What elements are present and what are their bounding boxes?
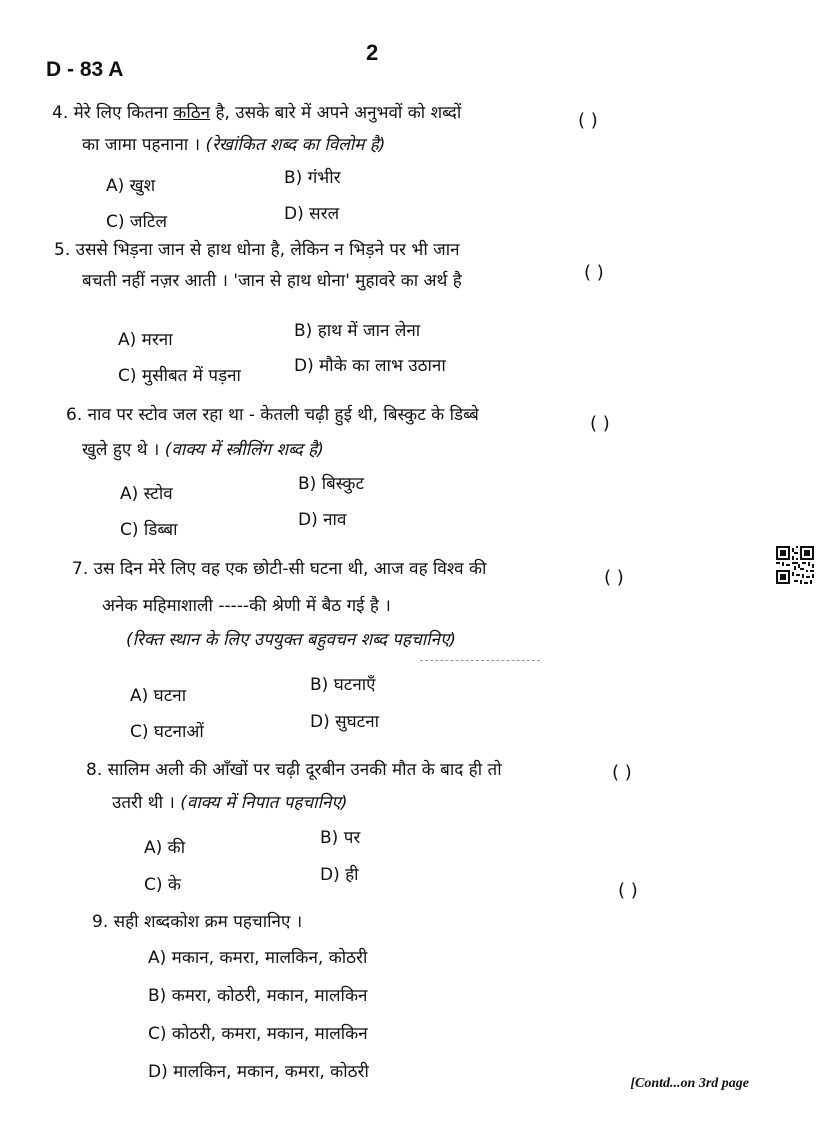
option-4-b: B) गंभीर (284, 168, 341, 188)
option-7-d: D) सुघटना (310, 712, 380, 732)
option-6-a: A) स्टोव (120, 484, 173, 504)
option-8-a: A) की (144, 838, 186, 858)
question-4-text-pre: 4. मेरे लिए कितना (52, 103, 174, 123)
option-9-d: D) मालकिन, मकान, कमरा, कोठरी (148, 1062, 369, 1082)
question-7-hint: (रिक्त स्थान के लिए उपयुक्त बहुवचन शब्द पहचानिए) (126, 630, 457, 650)
question-6-line-1: 6. नाव पर स्टोव जल रहा था - केतली चढ़ी हुई थी, बिस्कुट के डिब्बे (66, 405, 479, 425)
option-8-b: B) पर (320, 828, 361, 848)
question-5-line-2: बचती नहीं नज़र आती । 'जान से हाथ धोना' मुहावरे का अर्थ है (82, 271, 462, 291)
answer-box-9: ( ) (618, 880, 638, 901)
option-6-b: B) बिस्कुट (298, 474, 365, 494)
paper-code: D - 83 A (46, 58, 124, 81)
option-5-a: A) मरना (118, 330, 173, 350)
question-6-text-2: खुले हुए थे । (82, 440, 160, 460)
qr-code-icon (776, 546, 814, 584)
answer-box-4: ( ) (578, 110, 598, 131)
question-4-line-2 (82, 132, 385, 155)
question-4-hint: (रेखांकित शब्द का विलोम है) (205, 135, 386, 155)
option-9-b: B) कमरा, कोठरी, मकान, मालकिन (148, 986, 368, 1006)
question-4-text-post: है, उसके बारे में अपने अनुभवों को शब्दों (210, 103, 462, 123)
option-7-b: B) घटनाएँ (310, 675, 376, 695)
question-6-line-2 (82, 437, 324, 460)
answer-box-7: ( ) (604, 567, 624, 588)
question-9-line-1: 9. सही शब्दकोश क्रम पहचानिए । (92, 912, 303, 932)
option-9-a: A) मकान, कमरा, मालकिन, कोठरी (148, 948, 368, 968)
option-7-c: C) घटनाओं (130, 722, 204, 742)
option-6-d: D) नाव (298, 510, 347, 530)
question-4-text-2: का जामा पहनाना । (82, 135, 201, 155)
answer-box-6: ( ) (590, 413, 610, 434)
option-9-c: C) कोठरी, कमरा, मकान, मालकिन (148, 1024, 368, 1044)
option-4-d: D) सरल (284, 204, 340, 224)
page-number: 2 (366, 40, 379, 65)
dashed-divider (420, 660, 540, 661)
option-8-d: D) ही (320, 865, 359, 885)
answer-box-8: ( ) (612, 762, 632, 783)
option-5-b: B) हाथ में जान लेना (294, 321, 421, 341)
question-4-line-1 (52, 100, 461, 123)
option-7-a: A) घटना (130, 686, 187, 706)
option-4-c: C) जटिल (106, 212, 168, 232)
option-6-c: C) डिब्बा (120, 520, 178, 540)
question-7-line-2: अनेक महिमाशाली -----की श्रेणी में बैठ गई है । (102, 596, 391, 616)
option-5-d: D) मौके का लाभ उठाना (294, 356, 446, 376)
question-8-text-2: उतरी थी । (112, 793, 175, 813)
question-8-line-1: 8. सालिम अली की आँखों पर चढ़ी दूरबीन उनकी मौत के बाद ही तो (86, 760, 502, 780)
question-8-line-2 (112, 790, 347, 813)
question-5-line-1: 5. उससे भिड़ना जान से हाथ धोना है, लेकिन न भिड़ने पर भी जान (54, 240, 460, 260)
question-8-hint: (वाक्य में निपात पहचानिए) (180, 793, 348, 813)
answer-box-5: ( ) (584, 262, 604, 283)
question-7-line-1: 7. उस दिन मेरे लिए वह एक छोटी-सी घटना थी, आज वह विश्व की (72, 559, 487, 579)
option-5-c: C) मुसीबत में पड़ना (118, 366, 241, 386)
continued-note: [Contd...on 3rd page (630, 1076, 749, 1091)
option-8-c: C) के (144, 875, 181, 895)
question-6-hint: (वाक्य में स्त्रीलिंग शब्द है) (164, 440, 324, 460)
underlined-word: कठिन (173, 103, 211, 123)
option-4-a: A) खुश (106, 176, 156, 196)
